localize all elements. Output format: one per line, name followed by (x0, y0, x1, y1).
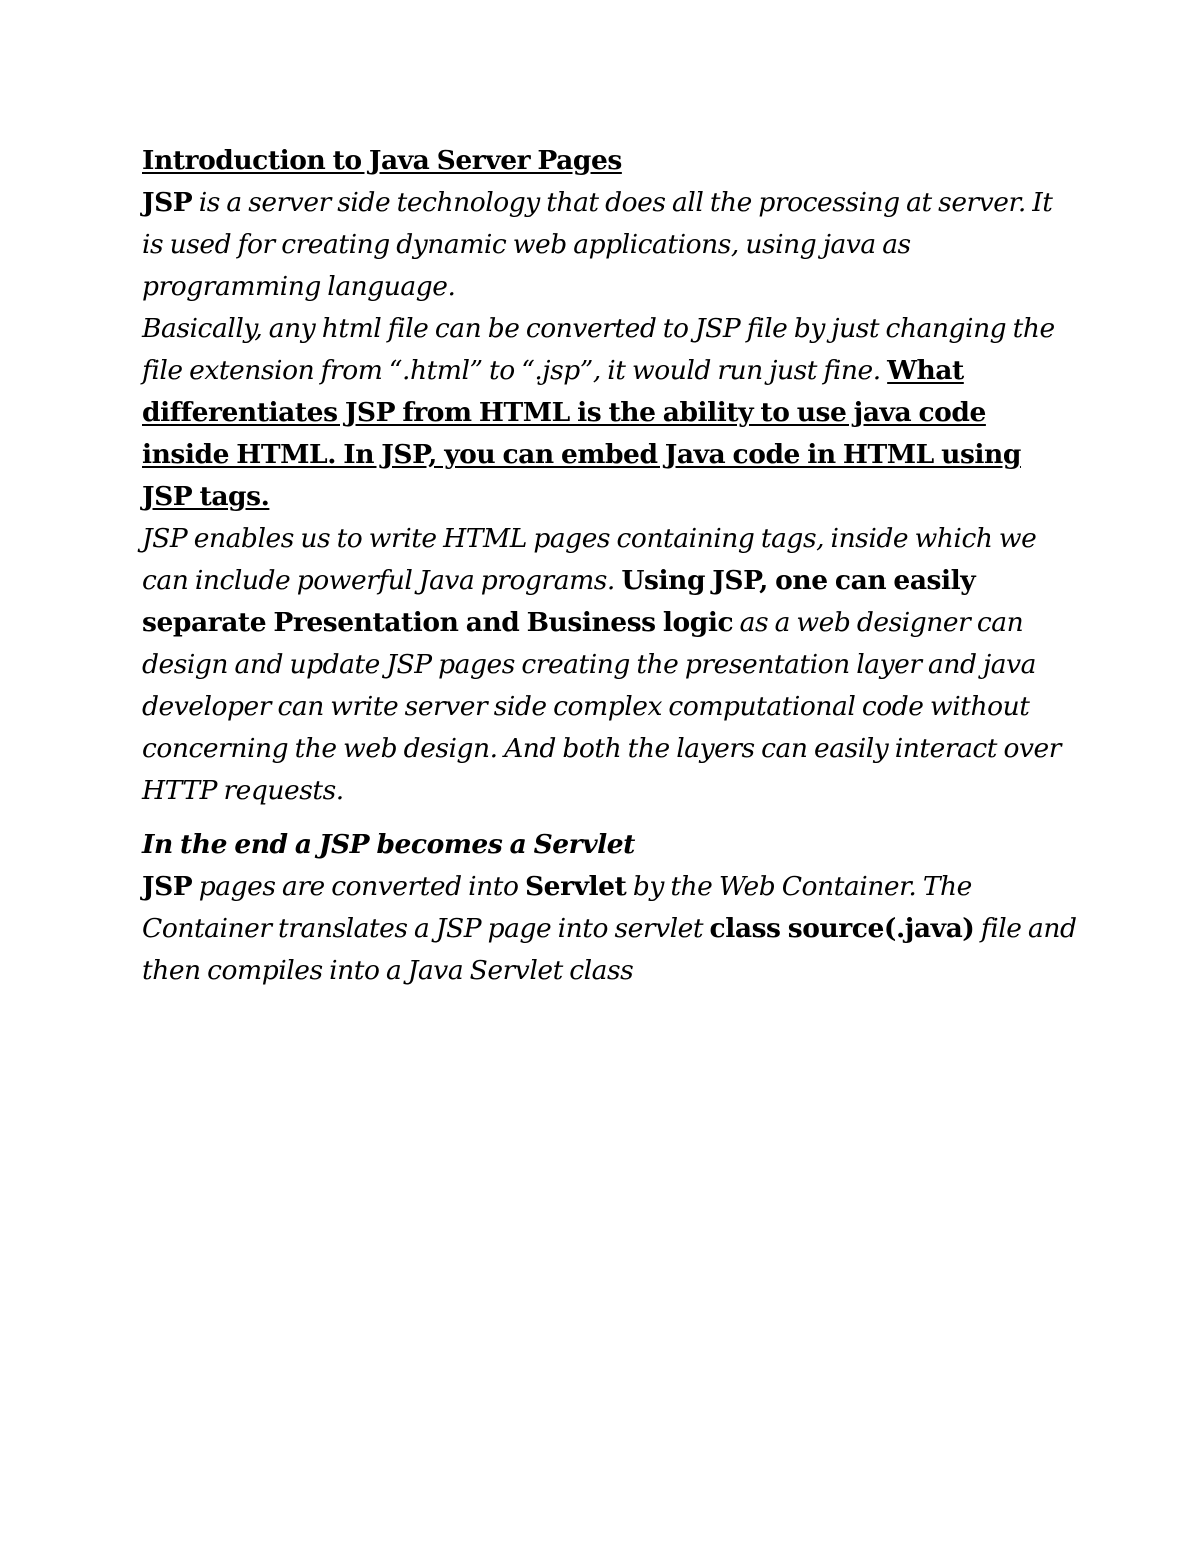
paragraph-html-conversion-emphasis: What differentiates JSP from HTML is the ability to use java code inside HTML. In JSP, you can embed Java code in HTML using JSP tags. (142, 355, 1021, 512)
paragraph-servlet-text-2: by the Web Container. The Container translates a JSP page into servlet (142, 871, 972, 944)
document-title: Introduction to Java Server Pages (142, 145, 622, 176)
paragraph-jsp-definition-lead: JSP (142, 187, 193, 218)
paragraph-separation-text-start: JSP enables us to write HTML pages containing tags, inside which we can include powerful Java programs. (142, 523, 1037, 596)
paragraph-html-conversion-text: Basically, any html file can be converted to JSP file by just changing the file extension from “.html” to “.jsp”, it would run just fine. (142, 313, 1055, 386)
paragraph-servlet-bold-1: JSP (142, 871, 193, 902)
section-subheading: In the end a JSP becomes a Servlet (142, 829, 635, 860)
paragraph-servlet-bold-2: Servlet (524, 871, 627, 902)
document-page (142, 140, 1077, 992)
paragraph-separation-text-end: as a web designer can design and update JSP pages creating the presentation layer and java developer can write server side complex computational code without concerning the web design. And both the layers can easily interact over HTTP requests. (142, 607, 1061, 806)
paragraph-separation (142, 518, 1077, 812)
paragraph-servlet-bold-3: class source(.java) (709, 913, 975, 944)
paragraph-servlet-text-1: pages are converted into (192, 871, 525, 902)
paragraph-servlet (142, 866, 1077, 992)
paragraph-separation-bold: Using JSP, one can easily separate Presentation and Business logic (142, 565, 976, 638)
paragraph-jsp-definition (142, 182, 1077, 308)
paragraph-jsp-definition-text: is a server side technology that does all the processing at server. It is used for creating dynamic web applications, using java as programming language. (142, 187, 1053, 302)
paragraph-html-conversion (142, 308, 1077, 518)
paragraph-servlet-text-3: file and then compiles into a Java Servlet class (142, 913, 1077, 986)
